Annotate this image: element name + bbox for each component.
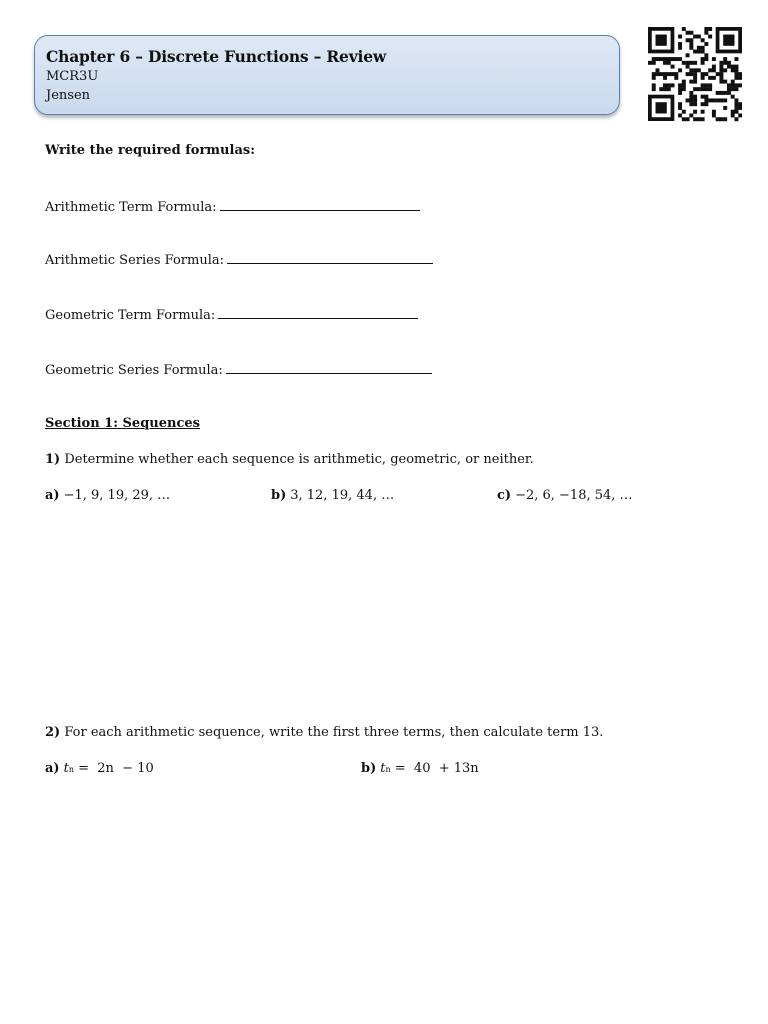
sequence-value: −2, 6, −18, 54, … bbox=[515, 488, 633, 503]
part-label: b) bbox=[271, 488, 287, 503]
formula-label: Geometric Term Formula: bbox=[45, 308, 216, 323]
q2-part-a bbox=[45, 761, 154, 778]
section-heading: Section 1: Sequences bbox=[45, 416, 200, 431]
answer-blank bbox=[220, 198, 420, 211]
q1-part-c bbox=[497, 488, 633, 504]
course-code: MCR3U bbox=[46, 69, 99, 84]
arithmetic-series-formula bbox=[45, 251, 433, 269]
question-number: 2) bbox=[45, 725, 61, 740]
geometric-series-formula bbox=[45, 361, 432, 379]
part-label: b) bbox=[361, 761, 377, 776]
term-subscript: n bbox=[68, 765, 74, 774]
header-box bbox=[34, 35, 620, 115]
part-label: c) bbox=[497, 488, 512, 503]
sequence-value: 3, 12, 19, 44, … bbox=[290, 488, 395, 503]
formula-label: Geometric Series Formula: bbox=[45, 363, 223, 378]
question-number: 1) bbox=[45, 452, 61, 467]
formula-label: Arithmetic Series Formula: bbox=[45, 253, 224, 268]
formulas-instruction: Write the required formulas: bbox=[45, 143, 255, 158]
formula-label: Arithmetic Term Formula: bbox=[45, 200, 217, 215]
term-subscript: n bbox=[385, 765, 391, 774]
question-text: Determine whether each sequence is arithmetic, geometric, or neither. bbox=[64, 452, 534, 467]
qr-code-icon bbox=[648, 27, 742, 123]
q2-part-b bbox=[361, 761, 479, 778]
question-2 bbox=[45, 725, 603, 741]
part-label: a) bbox=[45, 761, 60, 776]
term-variable: t bbox=[63, 761, 69, 776]
term-variable: t bbox=[380, 761, 386, 776]
q1-part-b bbox=[271, 488, 394, 504]
arithmetic-term-formula bbox=[45, 198, 420, 216]
term-expression: = 40 + 13n bbox=[390, 761, 479, 776]
teacher-name: Jensen bbox=[46, 88, 91, 103]
sequence-value: −1, 9, 19, 29, … bbox=[63, 488, 171, 503]
part-label: a) bbox=[45, 488, 60, 503]
question-1 bbox=[45, 452, 534, 468]
answer-blank bbox=[218, 306, 418, 319]
q1-part-a bbox=[45, 488, 170, 504]
answer-blank bbox=[227, 251, 433, 264]
worksheet-title: Chapter 6 – Discrete Functions – Review bbox=[46, 47, 387, 66]
geometric-term-formula bbox=[45, 306, 418, 324]
answer-blank bbox=[226, 361, 432, 374]
question-text: For each arithmetic sequence, write the first three terms, then calculate term 13. bbox=[64, 725, 604, 740]
term-expression: = 2n − 10 bbox=[73, 761, 154, 776]
